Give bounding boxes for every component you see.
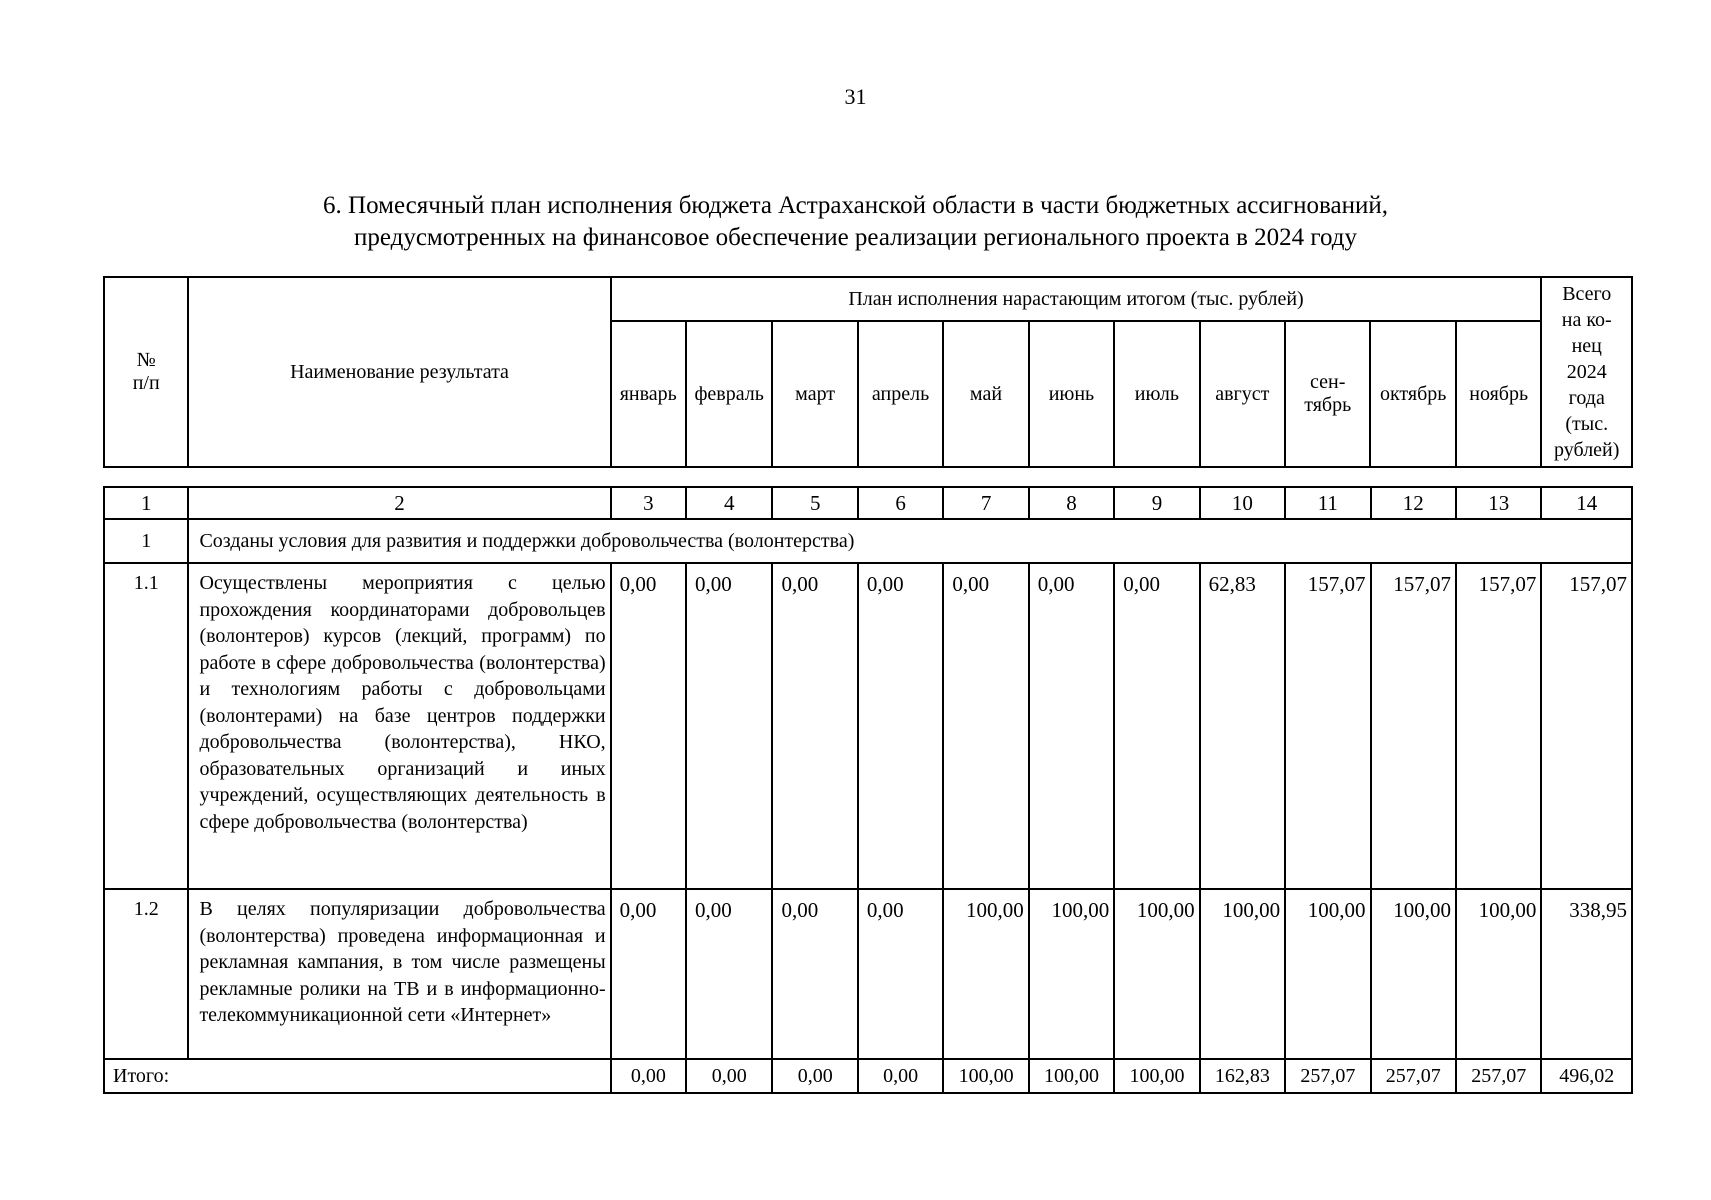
row-value: 0,00 [943, 563, 1028, 889]
table-row [104, 563, 1632, 889]
total-value: 257,07 [1456, 1059, 1541, 1093]
col-number: 12 [1371, 487, 1456, 519]
row-value: 0,00 [858, 889, 943, 1059]
row-value: 100,00 [1200, 889, 1285, 1059]
row-value: 0,00 [858, 563, 943, 889]
total-value: 496,02 [1541, 1059, 1632, 1093]
total-value: 0,00 [858, 1059, 943, 1093]
col-number: 6 [858, 487, 943, 519]
row-value: 0,00 [686, 563, 772, 889]
row-value: 0,00 [611, 889, 686, 1059]
row-value: 157,07 [1285, 563, 1370, 889]
header-month-sep: сен- тябрь [1285, 321, 1370, 467]
document-title [0, 190, 1711, 254]
title-line-1: 6. Помесячный план исполнения бюджета Астраханской области в части бюджетных ассигнований, [323, 192, 1388, 219]
total-value: 100,00 [943, 1059, 1028, 1093]
row-value: 100,00 [1371, 889, 1456, 1059]
header-table [103, 276, 1633, 468]
header-plan-group: План исполнения нарастающим итогом (тыс. рублей) [611, 277, 1542, 321]
header-month-jun: июнь [1029, 321, 1114, 467]
header-month-mar: март [772, 321, 857, 467]
header-total: Всего на ко- нец 2024 года (тыс. рублей) [1541, 277, 1632, 467]
row-num: 1.1 [104, 563, 188, 889]
header-name: Наименование результата [188, 277, 610, 467]
row-value: 100,00 [1456, 889, 1541, 1059]
col-number: 10 [1200, 487, 1285, 519]
total-value: 0,00 [686, 1059, 772, 1093]
total-value: 162,83 [1200, 1059, 1285, 1093]
section-title: Созданы условия для развития и поддержки добровольчества (волонтерства) [188, 519, 1632, 563]
total-value: 0,00 [611, 1059, 686, 1093]
header-month-jul: июль [1114, 321, 1199, 467]
table-row [104, 889, 1632, 1059]
row-value: 0,00 [772, 889, 857, 1059]
col-number: 2 [188, 487, 610, 519]
row-value: 0,00 [686, 889, 772, 1059]
row-value: 0,00 [611, 563, 686, 889]
row-value: 157,07 [1456, 563, 1541, 889]
row-value: 0,00 [772, 563, 857, 889]
row-value: 100,00 [943, 889, 1028, 1059]
row-value: 100,00 [1114, 889, 1199, 1059]
section-row [104, 519, 1632, 563]
row-value: 157,07 [1541, 563, 1632, 889]
header-num: № п/п [104, 277, 188, 467]
header-month-apr: апрель [858, 321, 943, 467]
col-number: 5 [772, 487, 857, 519]
total-value: 0,00 [772, 1059, 857, 1093]
total-value: 257,07 [1371, 1059, 1456, 1093]
title-line-2: предусмотренных на финансовое обеспечение реализации регионального проекта в 2024 году [353, 224, 1358, 251]
total-value: 100,00 [1114, 1059, 1199, 1093]
page-number: 31 [844, 84, 867, 109]
data-table [103, 486, 1633, 1094]
row-value: 338,95 [1541, 889, 1632, 1059]
row-num: 1.2 [104, 889, 188, 1059]
col-number: 7 [943, 487, 1028, 519]
row-name: В целях популяризации добровольчества (волонтерства) проведена информационная и рекламная кампания, в том числе размещены рекламные ролики на ТВ и в информационно-телекоммуникационной сети «Интернет» [188, 889, 610, 1059]
total-row [104, 1059, 1632, 1093]
col-number: 14 [1541, 487, 1632, 519]
column-numbers-row [104, 487, 1632, 519]
header-month-oct: октябрь [1370, 321, 1455, 467]
header-month-jan: январь [611, 321, 686, 467]
row-value: 0,00 [1114, 563, 1199, 889]
total-label: Итого: [104, 1059, 611, 1093]
row-value: 100,00 [1029, 889, 1114, 1059]
total-value: 100,00 [1029, 1059, 1114, 1093]
col-number: 11 [1285, 487, 1370, 519]
section-num: 1 [104, 519, 188, 563]
col-number: 4 [686, 487, 772, 519]
col-number: 13 [1456, 487, 1541, 519]
row-name: Осуществлены мероприятия с целью прохождения координаторами добровольцев (волонтеров) курсов (лекций, программ) по работе в сфере добровольчества (волонтерства) и технологиям работы с добровольцами (волонтерами) на базе центров поддержки добровольчества (волонтерства), НКО, образовательных организаций и иных учреждений, осуществляющих деятельность в сфере добровольчества (волонтерства) [188, 563, 610, 889]
row-value: 62,83 [1200, 563, 1285, 889]
header-month-may: май [943, 321, 1028, 467]
col-number: 1 [104, 487, 188, 519]
header-month-feb: февраль [686, 321, 772, 467]
total-value: 257,07 [1285, 1059, 1370, 1093]
col-number: 3 [611, 487, 686, 519]
row-value: 157,07 [1371, 563, 1456, 889]
row-value: 0,00 [1029, 563, 1114, 889]
header-month-aug: август [1200, 321, 1285, 467]
col-number: 8 [1029, 487, 1114, 519]
row-value: 100,00 [1285, 889, 1370, 1059]
col-number: 9 [1114, 487, 1199, 519]
header-month-nov: ноябрь [1456, 321, 1542, 467]
